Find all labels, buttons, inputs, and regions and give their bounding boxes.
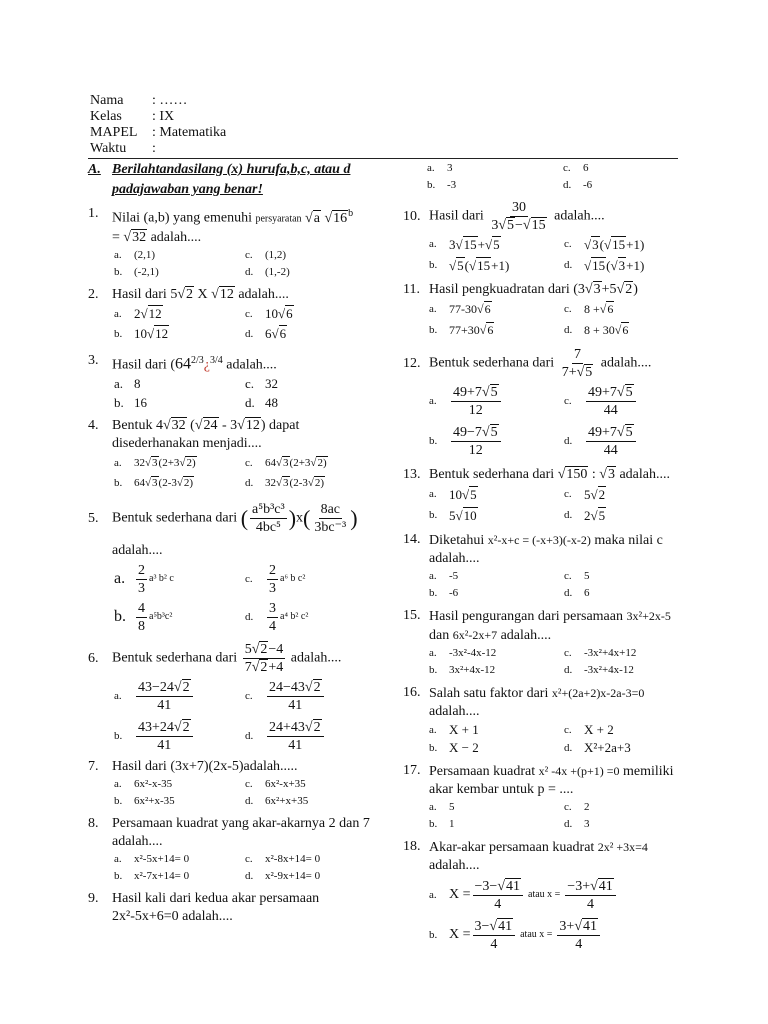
options-16 <box>403 721 693 757</box>
options-17 <box>403 799 693 833</box>
option-15a[interactable]: a. -3x²-4x-12 <box>429 647 497 659</box>
option-13a[interactable]: a. 10 √ 5 <box>429 484 558 505</box>
option-8d[interactable]: d. x²-9x+14= 0 <box>245 870 321 883</box>
option-4b[interactable]: b. 64 √ 3 (2-3 √ 2) <box>114 473 239 493</box>
option-3b[interactable]: b. 16 <box>114 395 147 411</box>
option-13d[interactable]: d. 2 √ 5 <box>564 505 693 526</box>
option-11d[interactable]: d. 8 + 30 √ 6 <box>564 320 693 341</box>
option-10b[interactable]: b. √ 5 ( √ 15 +1) <box>429 255 558 276</box>
option-15c[interactable]: c. -3x²+4x+12 <box>564 647 637 659</box>
option-12d[interactable]: d. $\frac{49+7√ 5}{44}$ <box>564 421 693 461</box>
student-header <box>90 93 226 157</box>
option-9b[interactable]: b. -3 <box>427 179 457 191</box>
question-6: 6. Bentuk sederhana dari $\frac{5√ 2-4}{7√ 2+4}$ adalah.... <box>88 641 370 676</box>
options-11 <box>403 299 693 341</box>
option-10c[interactable]: c. √ 3 ( √ 15 +1) <box>564 234 693 255</box>
option-7a[interactable]: a. 6x²-x-35 <box>114 778 173 791</box>
option-17d[interactable]: d. 3 <box>564 818 590 830</box>
option-18b[interactable]: b. X = $\frac{3-√ 41}{4}$ atau x = $\frac{3+√ 41}{4}$ <box>429 915 693 955</box>
header-row-name: Nama : …… <box>90 93 188 108</box>
question-9: 9. Hasil kali dari kedua akar persamaan 2x²-5x+6=0 adalah.... <box>88 891 320 925</box>
option-2a[interactable]: a. 2 √ 12 <box>114 304 239 324</box>
question-3: 3. Hasil dari ($64^{2/3}¿^{3/4}$ adalah.... <box>88 352 277 373</box>
option-17a[interactable]: a. 5 <box>429 801 455 813</box>
options-1 <box>88 247 370 281</box>
option-9d[interactable]: d. -6 <box>563 179 593 191</box>
option-3d[interactable]: d. 48 <box>245 395 278 411</box>
options-8 <box>88 851 370 885</box>
header-row-time: Waktu : <box>90 141 156 156</box>
question-8: 8. Persamaan kuadrat yang akar-akarnya 2 dan 7 adalah.... <box>88 816 370 850</box>
option-1d[interactable]: d. (1,-2) <box>245 265 290 278</box>
option-9a[interactable]: a. 3 <box>427 162 453 174</box>
option-15b[interactable]: b. 3x²+4x-12 <box>429 664 496 676</box>
option-16a[interactable]: a. X + 1 <box>429 722 479 737</box>
option-11b[interactable]: b. 77+30 √ 6 <box>429 320 558 341</box>
question-10: 10. Hasil dari $\frac{30}{3√ 5-√ 15}$ adalah.... <box>403 199 693 234</box>
option-14b[interactable]: b. -6 <box>429 587 459 599</box>
option-16d[interactable]: d. X²+2a+3 <box>564 740 631 755</box>
question-2: 2. Hasil dari 5√ 2 X √ 12 adalah.... <box>88 286 370 304</box>
option-2b[interactable]: b. 10 √ 12 <box>114 324 239 344</box>
question-16: 16. Salah satu faktor dari x²+(2a+2)x-2a-3=0 adalah.... <box>403 685 645 719</box>
option-1a[interactable]: a. (2,1) <box>114 248 156 261</box>
option-4c[interactable]: c. 64 √ 3 (2+3 √ 2) <box>245 453 370 473</box>
option-5a[interactable]: a. $\frac{2}{3}$ a³ b² c <box>114 562 174 596</box>
options-9 <box>403 160 693 194</box>
option-8c[interactable]: c. x²-8x+14= 0 <box>245 853 321 866</box>
options-18 <box>403 875 693 955</box>
option-8a[interactable]: a. x²-5x+14= 0 <box>114 853 190 866</box>
question-4: 4. Bentuk 4√ 32 (√ 24 - 3√ 12) dapat disederhanakan menjadi.... <box>88 417 370 453</box>
option-2d[interactable]: d. 6 √ 6 <box>245 324 370 344</box>
option-6a[interactable]: a. $\frac{43-24√ 2}{41}$ <box>114 676 239 716</box>
question-1: 1. Nilai (a,b) yang emenuhi persyaratan √ a √ $16^b$ = √ 32 adalah.... <box>88 205 370 247</box>
option-4d[interactable]: d. 32 √ 3 (2-3 √ 2) <box>245 473 370 493</box>
option-3a[interactable]: a. 8 <box>114 376 141 392</box>
option-15d[interactable]: d. -3x²+4x-12 <box>564 664 634 676</box>
option-6b[interactable]: b. $\frac{43+24√ 2}{41}$ <box>114 716 239 756</box>
option-1c[interactable]: c. (1,2) <box>245 248 287 261</box>
option-3c[interactable]: c. 32 <box>245 376 278 392</box>
options-14 <box>403 568 693 602</box>
options-6 <box>88 676 370 756</box>
left-column <box>88 160 370 926</box>
option-2c[interactable]: c. 10 √ 6 <box>245 304 370 324</box>
question-5-tail: adalah.... <box>112 543 163 559</box>
options-3 <box>88 374 370 412</box>
question-12: 12. Bentuk sederhana dari $\frac{7}{7+√ 5}$ adalah.... <box>403 346 693 381</box>
option-10a[interactable]: a. 3 √ 15 + √ 5 <box>429 234 558 255</box>
option-18a[interactable]: a. X = $\frac{-3-√ 41}{4}$ atau x = $\frac{-3+√ 41}{4}$ <box>429 875 693 915</box>
options-12 <box>403 381 693 461</box>
option-6c[interactable]: c. $\frac{24-43√ 2}{41}$ <box>245 676 370 716</box>
option-10d[interactable]: d. √ 15 ( √ 3 +1) <box>564 255 693 276</box>
option-13b[interactable]: b. 5 √ 10 <box>429 505 558 526</box>
option-7b[interactable]: b. 6x²+x-35 <box>114 795 175 808</box>
options-2 <box>88 304 370 344</box>
section-heading: A. Berilahtandasilang (x) hurufa,b,c, atau d padajawaban yang benar! <box>88 162 351 197</box>
option-9c[interactable]: c. 6 <box>563 162 589 174</box>
option-13c[interactable]: c. 5 √ 2 <box>564 484 693 505</box>
header-divider <box>88 158 678 159</box>
question-13: 13. Bentuk sederhana dari √ 150 : √ 3 adalah.... <box>403 466 693 484</box>
option-5b[interactable]: b. $\frac{4}{8}$ a⁵b³c² <box>114 600 173 634</box>
option-6d[interactable]: d. $\frac{24+43√ 2}{41}$ <box>245 716 370 756</box>
option-16c[interactable]: c. X + 2 <box>564 722 614 737</box>
options-10 <box>403 234 693 276</box>
option-7c[interactable]: c. 6x²-x+35 <box>245 778 306 791</box>
question-5: 5. Bentuk sederhana dari ( $\frac{\text{a⁵b³c³}}{\text{4bc⁵}}$ )x( $\frac{8ac}{\text{3bc⁻³}}$ ) <box>88 502 358 536</box>
option-12c[interactable]: c. $\frac{49+7√ 5}{44}$ <box>564 381 693 421</box>
option-1b[interactable]: b. (-2,1) <box>114 265 159 278</box>
header-row-class: Kelas : IX <box>90 109 175 124</box>
options-5 <box>88 560 370 636</box>
option-16b[interactable]: b. X − 2 <box>429 740 479 755</box>
option-11c[interactable]: c. 8 + √ 6 <box>564 299 693 320</box>
options-7 <box>88 776 370 810</box>
question-7: 7. Hasil dari (3x+7)(2x-5)adalah..... <box>88 759 298 775</box>
header-row-subject: MAPEL : Matematika <box>90 125 227 140</box>
question-18: 18. Akar-akar persamaan kuadrat 2x² +3x=4 adalah.... <box>403 839 648 873</box>
question-14: 14. Diketahui x²-x+c = (-x+3)(-x-2) maka nilai c adalah.... <box>403 532 663 566</box>
options-13 <box>403 484 693 526</box>
option-4a[interactable]: a. 32 √ 3 (2+3 √ 2) <box>114 453 239 473</box>
option-11a[interactable]: a. 77-30 √ 6 <box>429 299 558 320</box>
option-8b[interactable]: b. x²-7x+14= 0 <box>114 870 190 883</box>
option-5c[interactable]: c. $\frac{2}{3}$ a⁶ b c² <box>245 562 306 596</box>
right-column <box>403 160 693 955</box>
options-15 <box>403 645 693 679</box>
option-14d[interactable]: d. 6 <box>564 587 590 599</box>
question-11: 11. Hasil pengkuadratan dari (3√ 3+5√ 2) <box>403 281 693 299</box>
question-17: 17. Persamaan kuadrat x² -4x +(p+1) =0 memiliki akar kembar untuk p = .... <box>403 763 674 797</box>
option-7d[interactable]: d. 6x²+x+35 <box>245 795 309 808</box>
question-15: 15. Hasil pengurangan dari persamaan 3x²+2x-5 dan 6x²-2x+7 adalah.... <box>403 608 671 643</box>
option-5d[interactable]: d. $\frac{3}{4}$ a⁴ b² c² <box>245 600 309 634</box>
option-17c[interactable]: c. 2 <box>564 801 590 813</box>
option-14a[interactable]: a. -5 <box>429 570 459 582</box>
option-12b[interactable]: b. $\frac{49-7√ 5}{12}$ <box>429 421 558 461</box>
option-14c[interactable]: c. 5 <box>564 570 590 582</box>
option-12a[interactable]: a. $\frac{49+7√ 5}{12}$ <box>429 381 558 421</box>
options-4 <box>88 453 370 493</box>
option-17b[interactable]: b. 1 <box>429 818 455 830</box>
